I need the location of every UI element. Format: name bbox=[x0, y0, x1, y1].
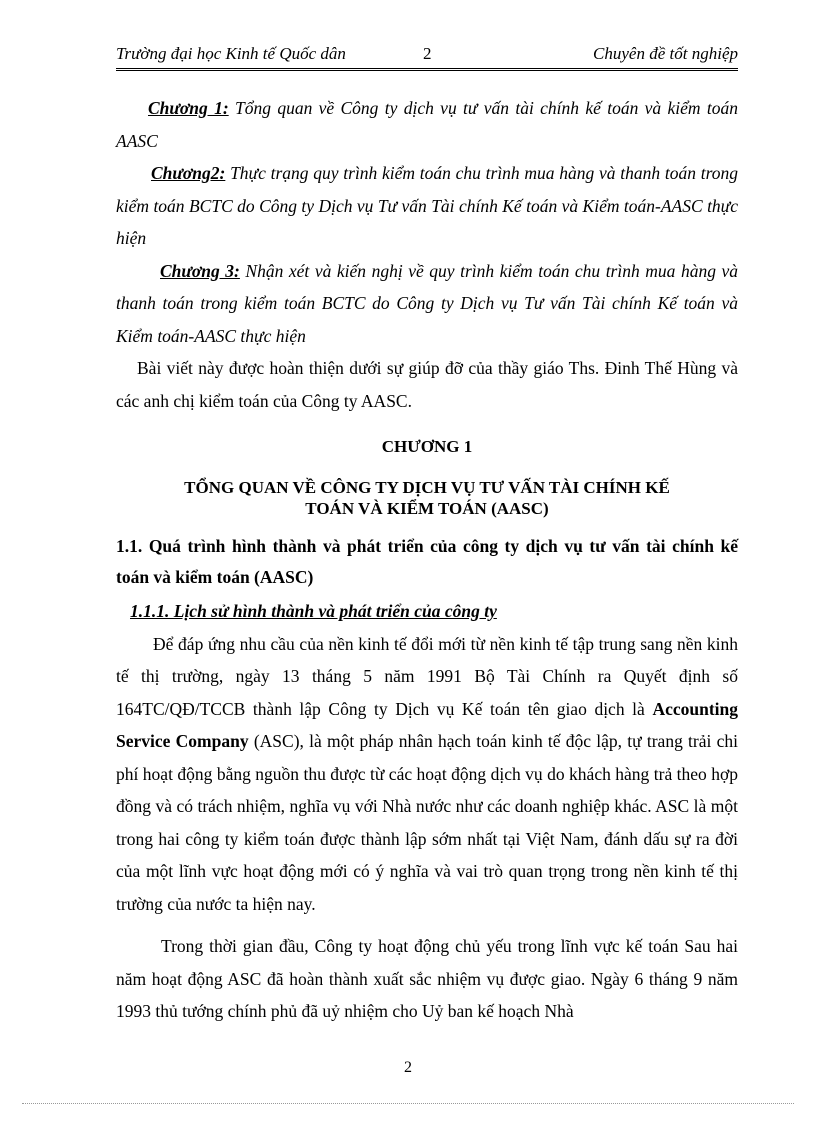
chapter-title bbox=[116, 477, 738, 519]
chapter-title-line-1: TỔNG QUAN VỀ CÔNG TY DỊCH VỤ TƯ VẤN TÀI CHÍNH KẾ bbox=[184, 478, 670, 497]
para1-text-after: (ASC), là một pháp nhân hạch toán kinh tế độc lập, tự trang trải chi phí hoạt động bằng nguồn thu được từ các hoạt động dịch vụ do khách hàng trả theo hợp đồng và có trách nhiệm, nghĩa vụ với Nhà nước như các doanh nghiệp khác. ASC là một trong hai công ty kiểm toán được thành lập sớm nhất tại Việt Nam, đánh dấu sự ra đời của một lĩnh vực hoạt động mới có ý nghĩa và vai trò quan trọng trong nền kinh tế thị trường của nước ta hiện nay. bbox=[116, 731, 738, 914]
footer-page-number: 2 bbox=[404, 1059, 412, 1076]
body-paragraph-1 bbox=[116, 628, 738, 921]
chapter-1-label: Chương 1: bbox=[148, 98, 229, 118]
chapter-title-line-2: TOÁN VÀ KIỂM TOÁN (AASC) bbox=[305, 499, 549, 518]
chapter-2-label: Chương2: bbox=[151, 163, 226, 183]
page-body bbox=[116, 92, 738, 1028]
chapter-1-text: Tổng quan về Công ty dịch vụ tư vấn tài chính kế toán và kiểm toán AASC bbox=[116, 98, 738, 151]
chapter-3-summary bbox=[116, 255, 738, 353]
chapter-3-text: Nhận xét và kiến nghị về quy trình kiểm toán chu trình mua hàng và thanh toán trong kiểm toán BCTC do Công ty Dịch vụ Tư vấn Tài chính Kế toán và Kiểm toán-AASC thực hiện bbox=[116, 260, 738, 346]
header-document-type: Chuyên đề tốt nghiệp bbox=[593, 44, 738, 63]
chapter-2-text: Thực trạng quy trình kiểm toán chu trình mua hàng và thanh toán trong kiểm toán BCTC do Công ty Dịch vụ Tư vấn Tài chính Kế toán và Kiểm toán-AASC thực hiện bbox=[116, 163, 738, 248]
chapter-3-label: Chương 3: bbox=[160, 260, 240, 281]
subsection-title: 1.1.1. Lịch sử hình thành và phát triển của công ty bbox=[130, 601, 497, 621]
company-name-bold: Accounting Service Company bbox=[116, 698, 738, 751]
footer-divider bbox=[22, 1103, 794, 1104]
acknowledgement-paragraph: Bài viết này được hoàn thiện dưới sự giúp đỡ của thầy giáo Ths. Đinh Thế Hùng và các anh chị kiểm toán của Công ty AASC. bbox=[116, 358, 738, 411]
header-page-number: 2 bbox=[423, 44, 432, 63]
chapter-2-summary bbox=[116, 157, 738, 255]
para1-text-before: Để đáp ứng nhu cầu của nền kinh tế đổi mới từ nền kinh tế tập trung sang nền kinh tế thị trường, ngày 13 tháng 5 năm 1991 Bộ Tài Chính ra Quyết định số 164TC/QĐ/TCCB thành lập Công ty Dịch vụ Kế toán tên giao dịch là bbox=[116, 633, 738, 719]
chapter-1-summary bbox=[116, 92, 738, 157]
header-university: Trường đại học Kinh tế Quốc dân bbox=[116, 44, 346, 63]
header-divider bbox=[116, 68, 738, 71]
body-paragraph-2: Trong thời gian đầu, Công ty hoạt động chủ yếu trong lĩnh vực kế toán Sau hai năm hoạt động ASC đã hoàn thành xuất sắc nhiệm vụ được giao. Ngày 6 tháng 9 năm 1993 thủ tướng chính phủ đã uỷ nhiệm cho Uỷ ban kế hoạch Nhà bbox=[116, 936, 738, 1021]
section-title: 1.1. Quá trình hình thành và phát triển của công ty dịch vụ tư vấn tài chính kế toán và kiểm toán (AASC) bbox=[116, 536, 738, 587]
page-header bbox=[116, 44, 738, 66]
chapter-heading: CHƯƠNG 1 bbox=[381, 437, 473, 456]
